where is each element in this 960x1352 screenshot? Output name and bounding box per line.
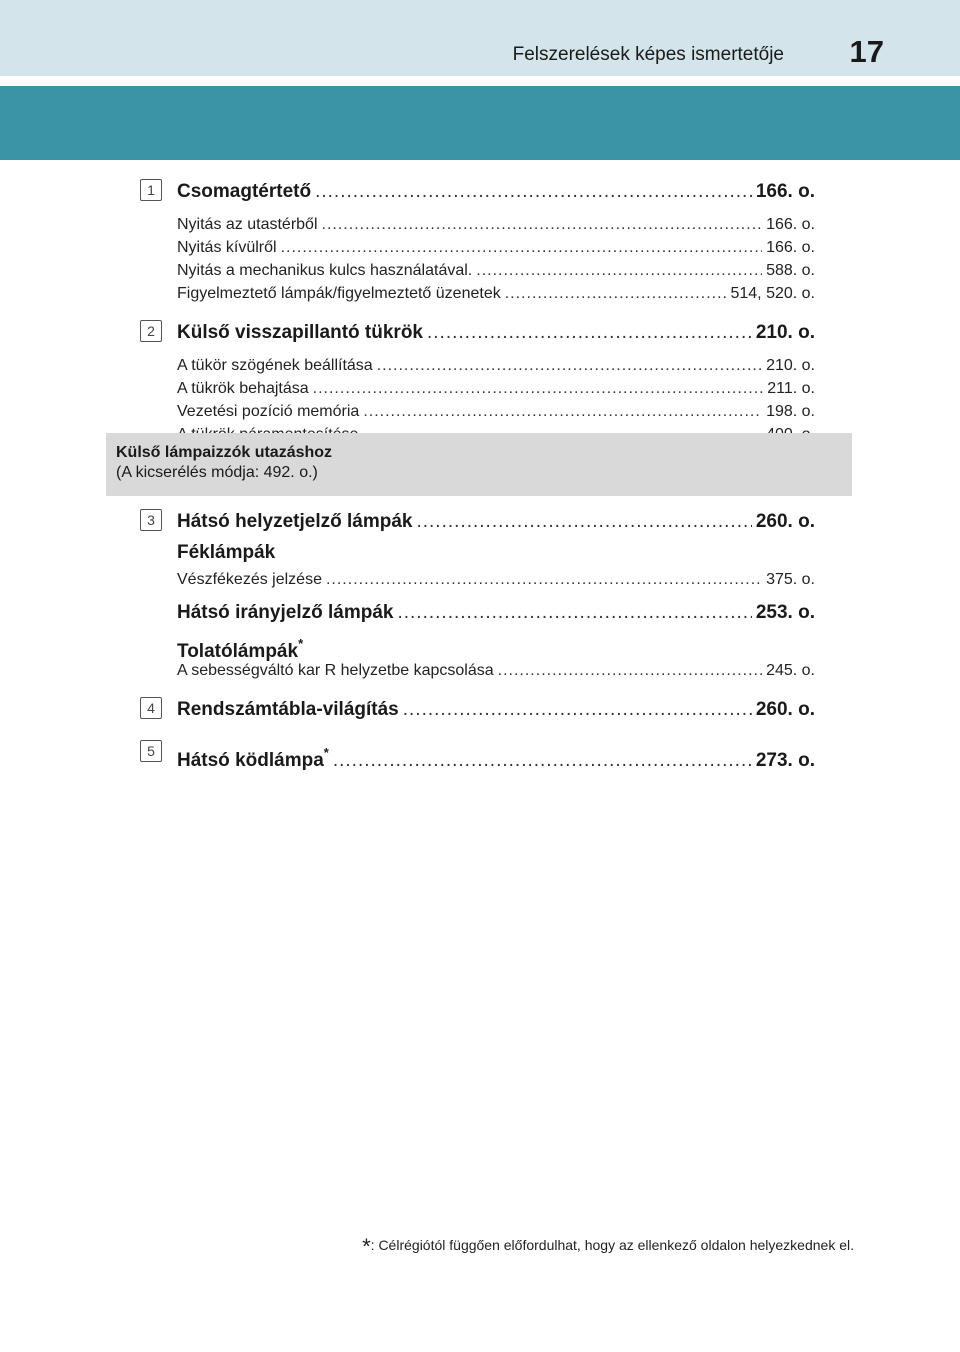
dot-leader [377, 354, 762, 377]
entry-title-row [177, 506, 815, 537]
page-ref[interactable]: 166. o. [755, 181, 815, 202]
page-ref[interactable]: 210. o. [755, 322, 815, 343]
footnote-text: : Célrégiótól függően előfordulhat, hogy az ellenkező oldalon helyezkednek el. [370, 1237, 854, 1253]
entry-heading: Féklámpák [177, 542, 276, 563]
page-ref[interactable]: 198. o. [766, 403, 815, 420]
page-ref[interactable]: 211. o. [767, 380, 815, 397]
dot-leader [403, 694, 752, 725]
sub-item-row [177, 568, 815, 591]
page-ref[interactable]: 514, 520. o. [730, 285, 815, 302]
callout-badge: 1 [140, 179, 162, 201]
entry-1 [140, 176, 815, 305]
entry-title: Hátsó irányjelző lámpák [177, 602, 394, 623]
page-ref[interactable]: 260. o. [755, 699, 815, 720]
sub-item-label: A tükör szögének beállítása [177, 357, 373, 374]
sub-item-label: Nyitás kívülről [177, 239, 277, 256]
entry-5 [140, 737, 815, 771]
sub-item-row [177, 400, 815, 423]
sub-item-row [177, 377, 815, 400]
entry-title-wrap [177, 737, 329, 776]
entry-title-row [177, 737, 815, 771]
section-rear-lamps [140, 506, 815, 771]
page-ref[interactable]: 245. o. [766, 662, 815, 679]
callout-badge: 4 [140, 697, 162, 719]
section-mirrors-trunk [140, 176, 815, 446]
sub-item-label: Nyitás az utastérből [177, 216, 318, 233]
entry-2 [140, 317, 815, 446]
entry-title-row [177, 694, 815, 725]
exterior-bulbs-box [106, 433, 852, 496]
dot-leader [505, 282, 727, 305]
page-number: 17 [849, 34, 884, 69]
sub-item-row [177, 259, 815, 282]
callout-badge: 2 [140, 320, 162, 342]
entry-title: Hátsó helyzetjelző lámpák [177, 511, 413, 532]
dot-leader [476, 259, 762, 282]
dot-leader [322, 213, 763, 236]
footnote [362, 1234, 854, 1260]
entry-3 [140, 506, 815, 682]
lamps-box-note: (A kicserélés módja: 492. o.) [116, 464, 318, 481]
entry-title-row [177, 597, 815, 628]
dot-leader [313, 377, 764, 400]
sub-item-label: Vezetési pozíció memória [177, 403, 360, 420]
dot-leader [333, 745, 752, 776]
entry-title: Hátsó ködlámpa [177, 750, 324, 771]
asterisk-mark: * [298, 636, 304, 651]
sub-item-row [177, 354, 815, 377]
sub-item-row [177, 659, 815, 682]
callout-badge: 5 [140, 740, 162, 762]
entry-title: Rendszámtábla-világítás [177, 699, 399, 720]
page-ref[interactable]: 260. o. [755, 511, 815, 532]
page-ref[interactable]: 588. o. [766, 262, 815, 279]
entry-title-row [177, 317, 815, 348]
page-ref[interactable]: 166. o. [766, 216, 815, 233]
footnote-asterisk: * [362, 1234, 371, 1259]
page-ref[interactable]: 273. o. [755, 750, 815, 771]
entry-heading [177, 628, 815, 662]
sub-item-label: A tükrök behajtása [177, 380, 309, 397]
entry-title-row [177, 176, 815, 207]
page-ref[interactable]: 166. o. [766, 239, 815, 256]
entry-heading-text: Tolatólámpák [177, 641, 299, 662]
dot-leader [427, 317, 752, 348]
sub-item-row [177, 282, 815, 305]
dot-leader [363, 400, 762, 423]
page-ref[interactable]: 210. o. [766, 357, 815, 374]
header-bar [0, 0, 960, 76]
page-ref[interactable]: 253. o. [755, 602, 815, 623]
sub-item-label: A sebességváltó kar R helyzetbe kapcsolása [177, 662, 494, 679]
dot-leader [326, 568, 762, 591]
lamps-box-title: Külső lámpaizzók utazáshoz [116, 444, 333, 461]
asterisk-mark: * [323, 745, 329, 760]
header-title: Felszerelések képes ismertetője [512, 44, 784, 65]
dot-leader [281, 236, 762, 259]
entry-title: Külső visszapillantó tükrök [177, 322, 423, 343]
entry-4 [140, 694, 815, 725]
dot-leader [416, 506, 751, 537]
page-ref[interactable]: 375. o. [766, 571, 815, 588]
callout-badge: 3 [140, 509, 162, 531]
dot-leader [315, 176, 752, 207]
sub-item-row [177, 213, 815, 236]
sub-item-label: Figyelmeztető lámpák/figyelmeztető üzenetek [177, 285, 501, 302]
dot-leader [498, 659, 762, 682]
sub-item-row [177, 236, 815, 259]
sub-item-label: Vészfékezés jelzése [177, 571, 322, 588]
dot-leader [397, 597, 751, 628]
header-band [0, 86, 960, 160]
sub-item-label: Nyitás a mechanikus kulcs használatával. [177, 262, 473, 279]
entry-title: Csomagtértető [177, 181, 312, 202]
